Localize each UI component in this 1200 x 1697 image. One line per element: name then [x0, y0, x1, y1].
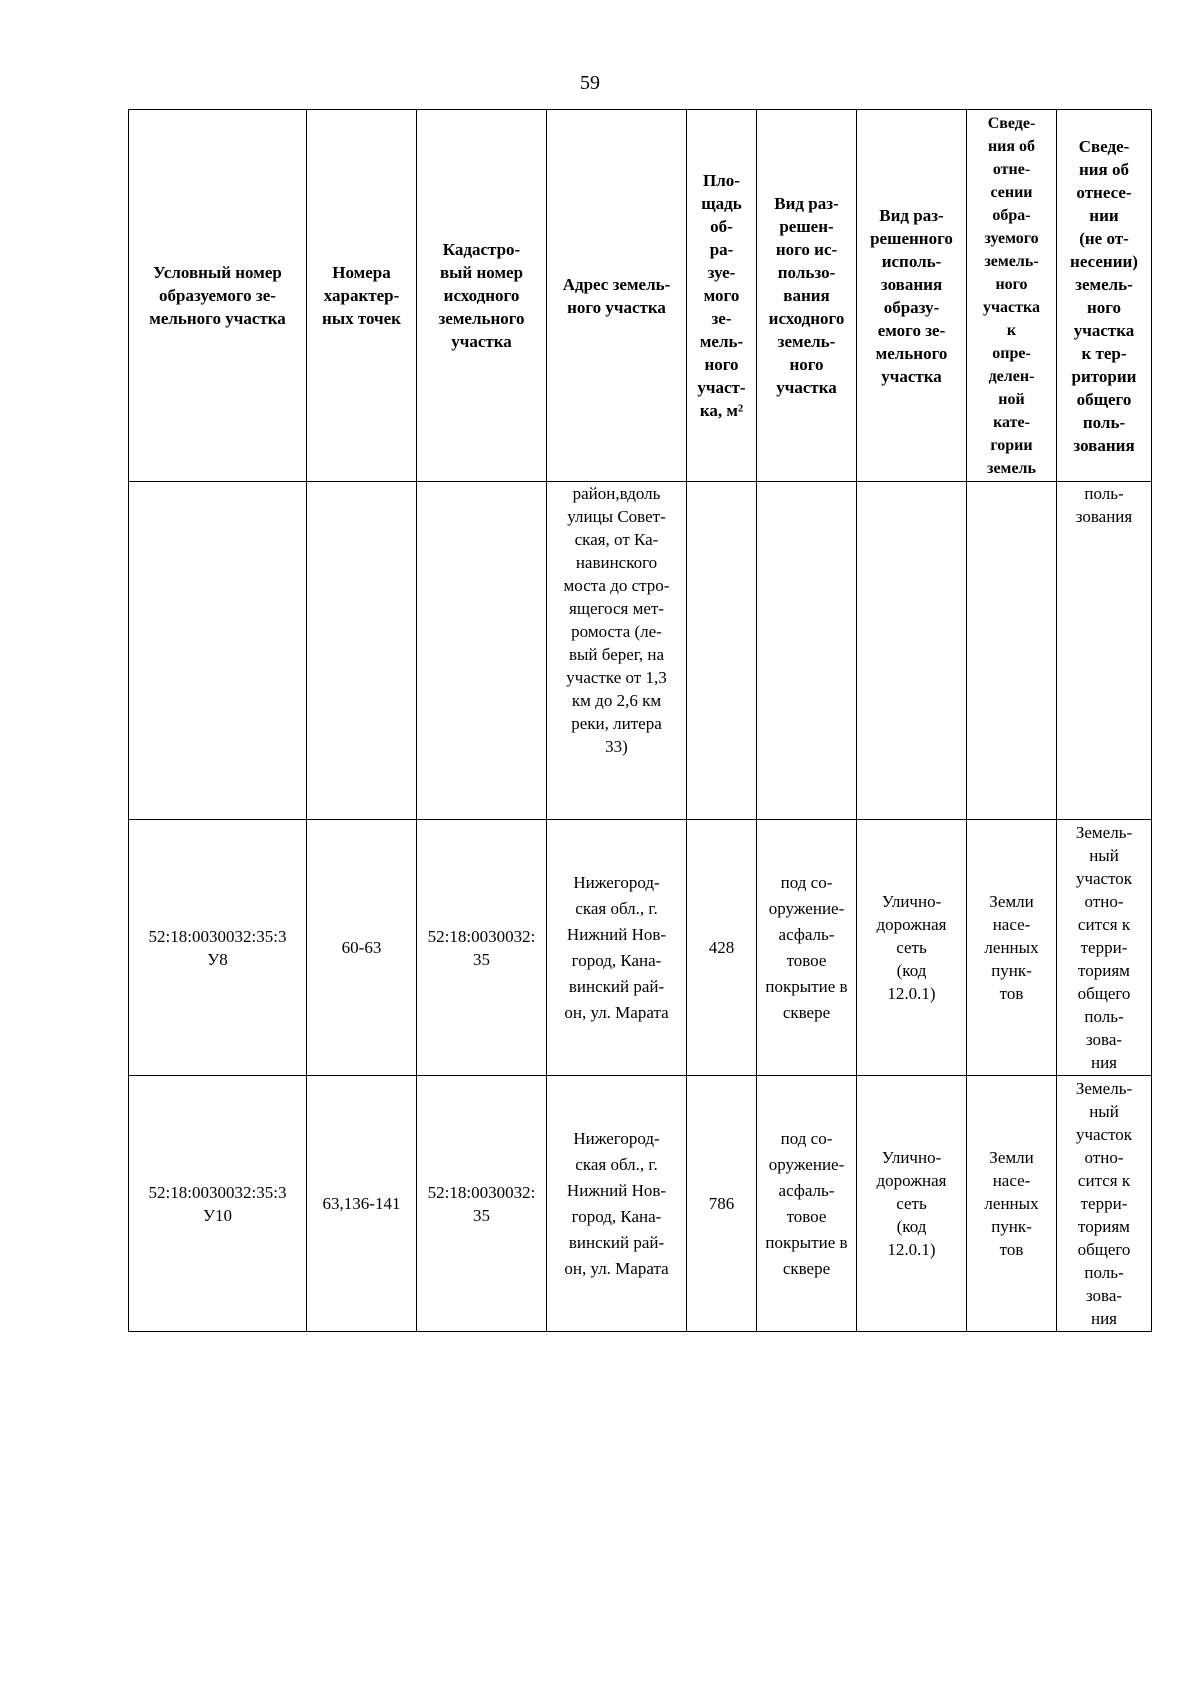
cell-empty: [757, 482, 857, 820]
cell-source-cadastral: 52:18:0030032: 35: [417, 820, 547, 1076]
land-parcel-table: [128, 109, 1152, 1332]
header-parcel-id: Условный номер образуемого зе- мельного участка: [129, 110, 307, 482]
cell-points: 63,136-141: [307, 1076, 417, 1332]
table-header-row: [129, 110, 1152, 482]
cell-empty: [307, 482, 417, 820]
header-source-use: Вид раз- решен- ного ис- пользо- вания исходного земель- ного участка: [757, 110, 857, 482]
cell-address: район,вдоль улицы Совет- ская, от Ка- навинского моста до стро- ящегося мет- ромоста (ле- вый берег, на участке от 1,3 км до 2,6 км реки, литера 33): [547, 482, 687, 820]
header-land-category: Сведе- ния об отне- сении обра- зуемого земель- ного участка к опре- делен- ной кате- гории земель: [967, 110, 1057, 482]
header-points: Номера характер- ных точек: [307, 110, 417, 482]
header-new-use: Вид раз- решенного исполь- зования образу- емого зе- мельного участка: [857, 110, 967, 482]
cell-empty: [687, 482, 757, 820]
cell-address: Нижегород- ская обл., г. Нижний Нов- город, Кана- винский рай- он, ул. Марата: [547, 820, 687, 1076]
cell-empty: [857, 482, 967, 820]
page-number: 59: [580, 72, 600, 94]
cell-parcel-id: 52:18:0030032:35:3 У8: [129, 820, 307, 1076]
cell-land-category: Земли насе- ленных пунк- тов: [967, 1076, 1057, 1332]
cell-source-use: под со- оружение- асфаль- товое покрытие в сквере: [757, 1076, 857, 1332]
cell-empty: [129, 482, 307, 820]
cell-empty: [967, 482, 1057, 820]
cell-area: 428: [687, 820, 757, 1076]
table-row-continuation: [129, 482, 1152, 820]
cell-empty: [417, 482, 547, 820]
header-source-cadastral: Кадастро- вый номер исходного земельного участка: [417, 110, 547, 482]
cell-new-use: Улично- дорожная сеть (код 12.0.1): [857, 820, 967, 1076]
cell-source-use: под со- оружение- асфаль- товое покрытие в сквере: [757, 820, 857, 1076]
table-row: [129, 1076, 1152, 1332]
cell-address: Нижегород- ская обл., г. Нижний Нов- город, Кана- винский рай- он, ул. Марата: [547, 1076, 687, 1332]
cell-area: 786: [687, 1076, 757, 1332]
table-row: [129, 820, 1152, 1076]
header-area: Пло- щадь об- ра- зуе- мого зе- мель- ного участ- ка, м²: [687, 110, 757, 482]
cell-source-cadastral: 52:18:0030032: 35: [417, 1076, 547, 1332]
header-public-use: Сведе- ния об отнесе- нии (не от- несении) земель- ного участка к тер- ритории общего поль- зования: [1057, 110, 1152, 482]
header-address: Адрес земель- ного участка: [547, 110, 687, 482]
cell-public-use: Земель- ный участок отно- сится к терри- ториям общего поль- зова- ния: [1057, 1076, 1152, 1332]
cell-parcel-id: 52:18:0030032:35:3 У10: [129, 1076, 307, 1332]
cell-points: 60-63: [307, 820, 417, 1076]
cell-public-use: Земель- ный участок отно- сится к терри- ториям общего поль- зова- ния: [1057, 820, 1152, 1076]
cell-land-category: Земли насе- ленных пунк- тов: [967, 820, 1057, 1076]
cell-public-use: поль- зования: [1057, 482, 1152, 820]
cell-new-use: Улично- дорожная сеть (код 12.0.1): [857, 1076, 967, 1332]
